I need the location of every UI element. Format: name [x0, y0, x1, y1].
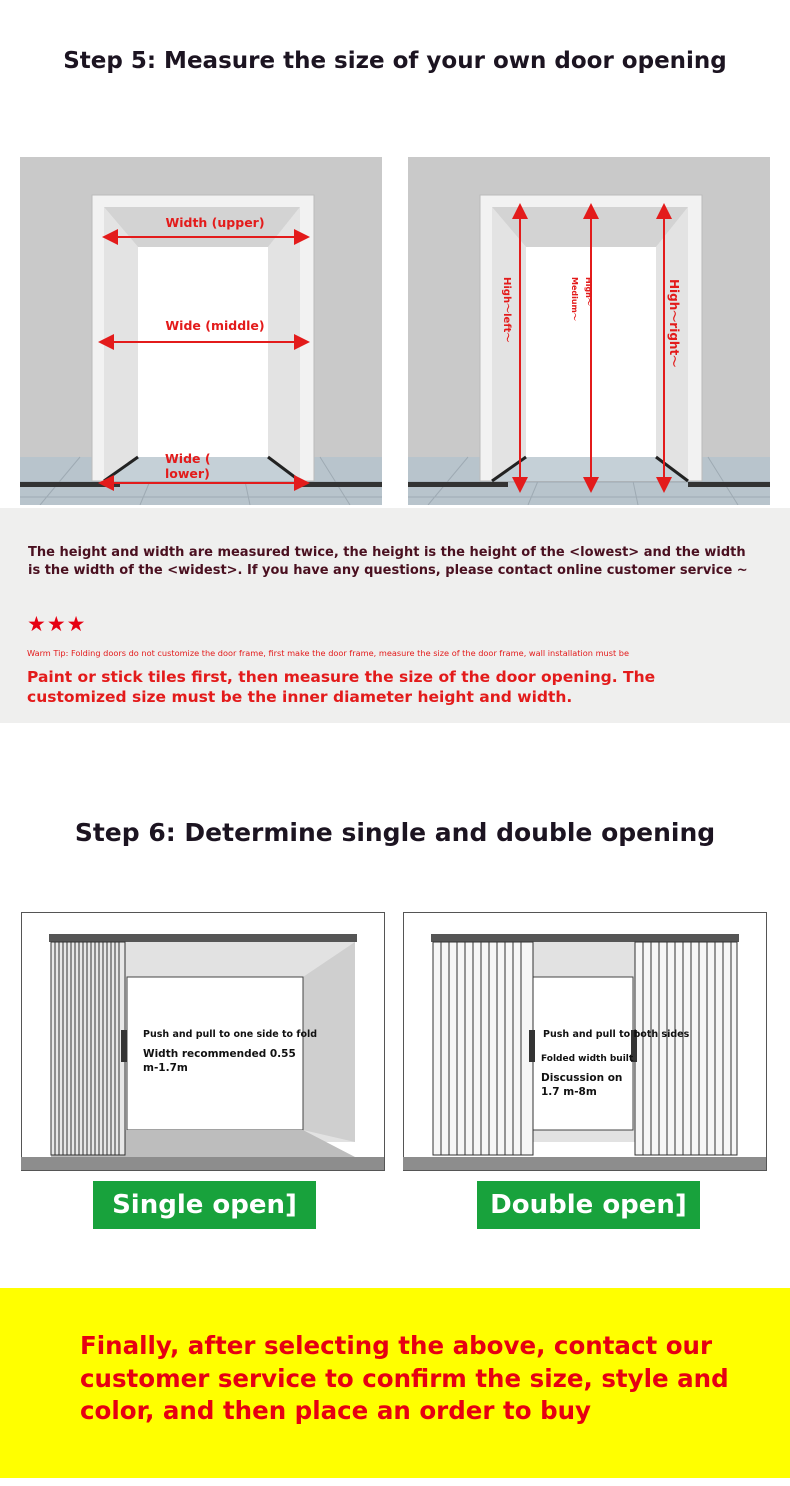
- height-medium-label-1: High～: [584, 277, 593, 306]
- final-text: Finally, after selecting the above, contact our customer service to confirm the size, style and color, and then place an order to buy: [80, 1331, 729, 1425]
- single-open-button[interactable]: Single open]: [93, 1181, 316, 1229]
- double-right-panels: [635, 942, 737, 1155]
- width-middle-label: Wide (middle): [165, 318, 265, 333]
- width-measure-diagram: [20, 157, 382, 505]
- warm-tip: Warm Tip: Folding doors do not customize the door frame, first make the door frame, measure the size of the door frame, wall installation must be: [27, 648, 630, 658]
- single-handle: [121, 1030, 127, 1062]
- double-folded-label: Folded width built: [541, 1054, 634, 1064]
- step6-title: Step 6: Determine single and double opening: [74, 818, 716, 847]
- measure-note: The height and width are measured twice, the height is the height of the <lowest> and the width is the width of the <widest>. If you have any questions, please contact online customer service ~: [28, 545, 748, 578]
- double-width-2: 1.7 m-8m: [541, 1086, 597, 1098]
- single-desc: Push and pull to one side to fold: [143, 1029, 318, 1040]
- height-measure-diagram: [408, 157, 770, 505]
- double-open-diagram: [403, 912, 767, 1172]
- warning-text: Paint or stick tiles first, then measure the size of the door opening. The customized size must be the inner diameter height and width.: [27, 668, 656, 706]
- width-upper-label: Width (upper): [165, 215, 265, 230]
- height-right-label: High～right～: [667, 279, 681, 368]
- double-width-1: Discussion on: [541, 1072, 623, 1084]
- width-lower-label-2: lower): [165, 466, 210, 481]
- double-handle-left: [529, 1030, 535, 1062]
- single-width-1: Width recommended 0.55: [143, 1048, 296, 1060]
- step5-title: Step 5: Measure the size of your own door opening: [63, 48, 727, 74]
- single-folded-panels: [51, 942, 125, 1155]
- height-medium-label-2: Medium～: [570, 277, 579, 321]
- star-rating-icon: ★★★: [27, 612, 87, 636]
- double-left-panels: [433, 942, 533, 1155]
- width-lower-label-1: Wide (: [165, 451, 211, 466]
- height-left-label: High～left～: [501, 277, 512, 343]
- single-width-2: m-1.7m: [143, 1062, 188, 1074]
- single-open-diagram: [21, 912, 385, 1172]
- double-open-button[interactable]: Double open]: [477, 1181, 700, 1229]
- double-desc: Push and pull to both sides: [543, 1029, 690, 1040]
